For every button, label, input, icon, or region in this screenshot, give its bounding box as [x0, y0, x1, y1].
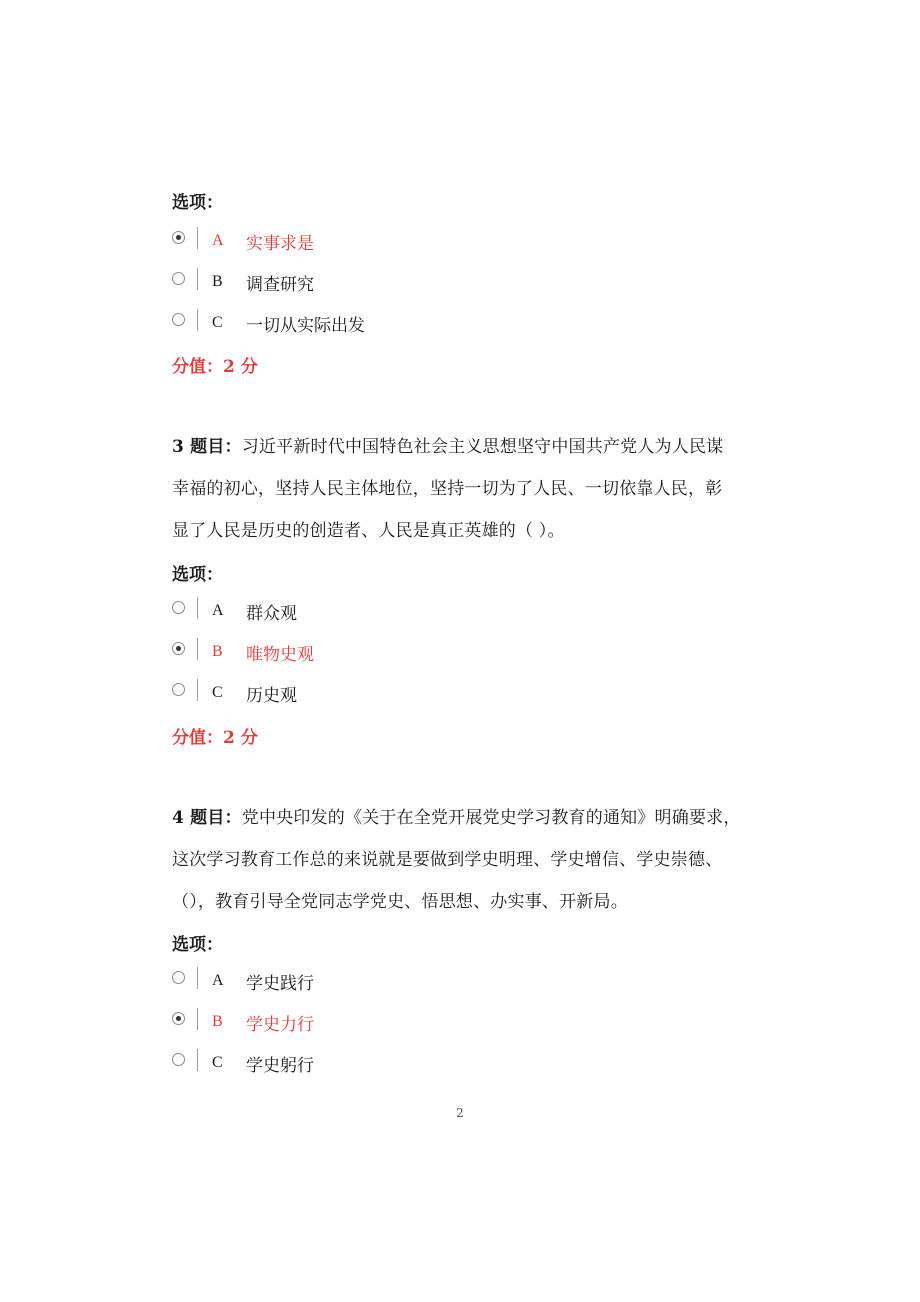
option-text: 学史躬行 — [246, 1055, 314, 1076]
score-label: 分值：2 分 — [172, 357, 258, 377]
radio-icon[interactable] — [172, 683, 185, 696]
question-4-line-2: 这次学习教育工作总的来说就是要做到学史明理、学史增信、学史崇德、 — [172, 850, 723, 870]
option-text: 一切从实际出发 — [246, 315, 365, 336]
option-a[interactable] — [172, 596, 297, 626]
option-b[interactable] — [172, 1007, 314, 1037]
option-a[interactable] — [172, 226, 314, 256]
question-number: 4 题目： — [172, 808, 242, 828]
option-text: 学史践行 — [246, 973, 314, 994]
option-letter: C — [212, 314, 223, 331]
radio-icon[interactable] — [172, 272, 185, 285]
divider — [197, 638, 198, 660]
options-label: 选项： — [172, 935, 223, 955]
option-letter: A — [212, 602, 224, 619]
question-3-line-2: 幸福的初心，坚持人民主体地位，坚持一切为了人民、一切依靠人民，彰 — [172, 479, 723, 499]
divider — [197, 309, 198, 331]
radio-selected-icon[interactable] — [172, 231, 185, 244]
radio-icon[interactable] — [172, 1053, 185, 1066]
divider — [197, 679, 198, 701]
option-text: 群众观 — [246, 603, 297, 624]
option-c[interactable] — [172, 678, 297, 708]
option-a[interactable] — [172, 966, 314, 996]
question-4-line-3: （），教育引导全党同志学党史、悟思想、办实事、开新局。 — [172, 892, 628, 912]
divider — [197, 967, 198, 989]
divider — [197, 227, 198, 249]
question-text: 习近平新时代中国特色社会主义思想坚守中国共产党人为人民谋 — [241, 437, 724, 457]
radio-selected-icon[interactable] — [172, 1012, 185, 1025]
option-c[interactable] — [172, 308, 365, 338]
divider — [197, 1049, 198, 1071]
options-label: 选项： — [172, 565, 223, 585]
option-text: 唯物史观 — [246, 644, 314, 665]
option-text: 实事求是 — [246, 233, 314, 254]
divider — [197, 268, 198, 290]
option-letter: B — [212, 643, 223, 660]
option-b[interactable] — [172, 267, 314, 297]
option-b[interactable] — [172, 637, 314, 667]
question-4-line-1 — [172, 803, 741, 828]
option-letter: A — [212, 972, 224, 989]
radio-icon[interactable] — [172, 601, 185, 614]
option-text: 历史观 — [246, 685, 297, 706]
radio-icon[interactable] — [172, 971, 185, 984]
option-letter: B — [212, 1013, 223, 1030]
question-number: 3 题目： — [172, 437, 242, 457]
option-text: 学史力行 — [246, 1014, 314, 1035]
score-label: 分值：2 分 — [172, 728, 258, 748]
divider — [197, 597, 198, 619]
radio-selected-icon[interactable] — [172, 642, 185, 655]
question-3-line-1 — [172, 432, 723, 457]
question-text: 党中央印发的《关于在全党开展党史学习教育的通知》明确要求， — [241, 808, 741, 828]
radio-icon[interactable] — [172, 313, 185, 326]
question-3-line-3: 显了人民是历史的创造者、人民是真正英雄的（ ）。 — [172, 521, 565, 541]
option-text: 调查研究 — [246, 274, 314, 295]
option-letter: A — [212, 232, 224, 249]
option-letter: C — [212, 1054, 223, 1071]
divider — [197, 1008, 198, 1030]
option-c[interactable] — [172, 1048, 314, 1078]
option-letter: C — [212, 684, 223, 701]
options-label: 选项： — [172, 193, 223, 213]
option-letter: B — [212, 273, 223, 290]
page-number: 2 — [456, 1106, 464, 1120]
